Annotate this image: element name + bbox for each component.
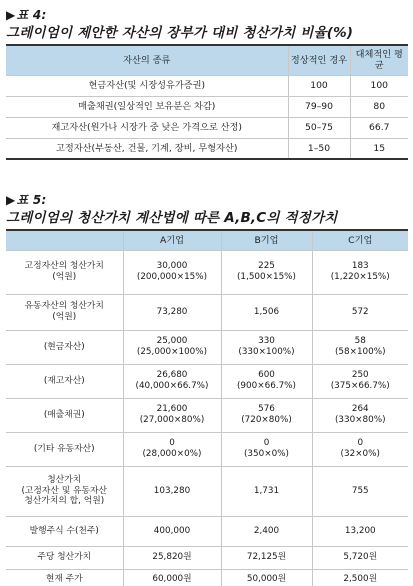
company-c-text: 572 (351, 306, 369, 317)
triangle-right-icon: ▶ (6, 193, 16, 207)
company-a-cell (123, 546, 221, 569)
row-label-cell (6, 466, 123, 516)
row-label-text: 유동자산의 청산가치 (24, 301, 104, 312)
table-row (6, 250, 408, 294)
company-c-cell (312, 432, 408, 466)
company-b-text: (350×0%) (244, 449, 289, 459)
row-label-cell (6, 330, 123, 364)
average-cell: 80 (350, 96, 408, 117)
company-b-text: 72,125원 (246, 552, 287, 562)
row-label-cell (6, 364, 123, 398)
company-c-text: 250 (351, 370, 369, 381)
column-header: B기업 (221, 230, 312, 250)
normal-case-cell: 100 (288, 75, 350, 96)
row-label-text: (재고자산) (43, 375, 85, 386)
table-5-title: 그레이엄의 청산가치 계산법에 따른 A,B,C의 적정가치 (6, 210, 338, 226)
company-b-cell (221, 546, 312, 569)
company-c-text: 264 (351, 404, 369, 415)
company-c-cell (312, 398, 408, 432)
company-c-text: 58 (354, 336, 366, 347)
table-row (6, 330, 408, 364)
company-a-cell (123, 569, 221, 586)
company-c-cell (312, 330, 408, 364)
company-c-text: 5,720원 (343, 552, 378, 562)
company-a-text: (40,000×66.7%) (135, 381, 209, 391)
company-a-cell (123, 516, 221, 546)
average-cell: 15 (350, 138, 408, 159)
table-row (6, 138, 408, 159)
company-a-text: 25,000 (156, 336, 188, 347)
row-label-cell (6, 569, 123, 586)
row-label-text: 주당 청산가치 (37, 552, 92, 562)
company-a-cell (123, 250, 221, 294)
company-a-cell (123, 330, 221, 364)
company-b-cell (221, 330, 312, 364)
company-a-text: 73,280 (156, 306, 188, 317)
company-a-text: 0 (169, 438, 175, 449)
company-c-cell (312, 364, 408, 398)
company-a-text: (200,000×15%) (136, 272, 208, 282)
company-b-text: (900×66.7%) (237, 381, 296, 391)
company-a-text: (27,000×80%) (139, 415, 205, 425)
company-b-text: 1,506 (253, 306, 280, 317)
company-c-text: 2,500원 (343, 574, 378, 585)
company-b-text: (720×80%) (241, 415, 292, 425)
company-valuation-table (6, 229, 408, 586)
company-c-cell (312, 466, 408, 516)
row-label-text: (기타 유동자산) (33, 443, 95, 454)
company-c-text: 13,200 (344, 525, 376, 536)
company-a-cell (123, 432, 221, 466)
company-b-cell (221, 569, 312, 586)
company-a-text: (25,000×100%) (136, 347, 208, 357)
liquidation-ratio-table (6, 44, 408, 160)
company-b-text: 1,731 (253, 485, 280, 496)
column-header: 대체적인 평균 (350, 45, 408, 75)
company-b-cell (221, 466, 312, 516)
company-b-text: 50,000원 (246, 574, 287, 585)
company-b-text: 600 (258, 370, 275, 381)
company-a-text: (28,000×0%) (142, 449, 202, 459)
company-a-cell (123, 294, 221, 330)
table-row (6, 294, 408, 330)
normal-case-cell: 79–90 (288, 96, 350, 117)
company-b-text: 0 (263, 438, 270, 449)
table-row (6, 546, 408, 569)
column-header: 자산의 종류 (6, 45, 288, 75)
company-a-text: 103,280 (153, 485, 191, 496)
table-row (6, 364, 408, 398)
table-5-number: 표 5: (16, 193, 47, 207)
company-a-text: 400,000 (153, 525, 191, 536)
asset-type-cell: 매출채권(일상적인 보유분은 차감) (6, 96, 288, 117)
table-header-row (6, 45, 408, 75)
table-row (6, 466, 408, 516)
company-c-cell (312, 546, 408, 569)
table-row (6, 516, 408, 546)
normal-case-cell: 50–75 (288, 117, 350, 138)
company-a-text: 21,600 (156, 404, 188, 415)
company-c-text: 0 (357, 438, 364, 449)
row-label-cell (6, 432, 123, 466)
company-b-text: 225 (258, 261, 275, 272)
table-4-number: 표 4: (16, 8, 47, 22)
company-a-cell (123, 364, 221, 398)
company-c-cell (312, 516, 408, 546)
company-b-cell (221, 250, 312, 294)
row-label-text: (억원) (52, 272, 77, 282)
row-label-text: (매출채권) (43, 409, 85, 420)
company-a-cell (123, 398, 221, 432)
company-c-cell (312, 294, 408, 330)
company-a-cell (123, 466, 221, 516)
row-label-text: (억원) (52, 312, 77, 322)
company-c-text: (375×66.7%) (330, 381, 390, 391)
table-row (6, 96, 408, 117)
average-cell: 66.7 (350, 117, 408, 138)
row-label-text: (고정자산 및 유동자산 (21, 485, 107, 496)
row-label-text: 발행주식 수(천주) (29, 525, 99, 536)
company-a-text: 30,000 (156, 261, 188, 272)
company-b-text: 330 (258, 336, 275, 347)
company-a-text: 60,000원 (152, 574, 192, 585)
row-label-text: 청산가치의 합, 억원) (24, 496, 105, 507)
company-c-text: 755 (351, 485, 369, 496)
company-a-text: 25,820원 (152, 552, 192, 562)
table-row (6, 398, 408, 432)
asset-type-cell: 재고자산(원가나 시장가 중 낮은 가격으로 산정) (6, 117, 288, 138)
triangle-right-icon: ▶ (6, 8, 16, 22)
column-header: C기업 (312, 230, 408, 250)
row-label-cell (6, 250, 123, 294)
company-b-text: (1,500×15%) (237, 272, 296, 282)
company-b-cell (221, 432, 312, 466)
company-b-cell (221, 516, 312, 546)
column-header: 정상적인 경우 (288, 45, 350, 75)
table-row (6, 75, 408, 96)
company-a-text: 26,680 (156, 370, 188, 381)
row-label-cell (6, 546, 123, 569)
normal-case-cell: 1–50 (288, 138, 350, 159)
company-b-cell (221, 364, 312, 398)
row-label-text: 고정자산의 청산가치 (24, 261, 104, 272)
company-b-text: 576 (258, 404, 275, 415)
row-label-text: (현금자산) (43, 341, 85, 352)
company-c-text: (58×100%) (334, 347, 386, 357)
row-label-cell (6, 516, 123, 546)
table-row (6, 117, 408, 138)
company-b-text: 2,400 (253, 525, 280, 536)
company-c-cell (312, 250, 408, 294)
row-label-cell (6, 398, 123, 432)
table-4-title: 그레이엄이 제안한 자산의 장부가 대비 청산가치 비율(%) (6, 25, 354, 41)
company-c-text: (32×0%) (340, 449, 380, 459)
company-b-cell (221, 398, 312, 432)
company-c-text: (1,220×15%) (330, 272, 390, 282)
asset-type-cell: 고정자산(부동산, 건물, 기계, 장비, 무형자산) (6, 138, 288, 159)
table-row (6, 569, 408, 586)
table-header-row (6, 230, 408, 250)
company-c-cell (312, 569, 408, 586)
company-b-cell (221, 294, 312, 330)
asset-type-cell: 현금자산(및 시장성유가증권) (6, 75, 288, 96)
row-label-cell (6, 294, 123, 330)
company-c-text: (330×80%) (334, 415, 386, 425)
column-header (6, 230, 123, 250)
row-label-text: 청산가치 (47, 474, 82, 485)
company-c-text: 183 (351, 261, 369, 272)
company-b-text: (330×100%) (238, 347, 295, 357)
column-header: A기업 (123, 230, 221, 250)
average-cell: 100 (350, 75, 408, 96)
table-row (6, 432, 408, 466)
row-label-text: 현재 주가 (45, 574, 83, 585)
